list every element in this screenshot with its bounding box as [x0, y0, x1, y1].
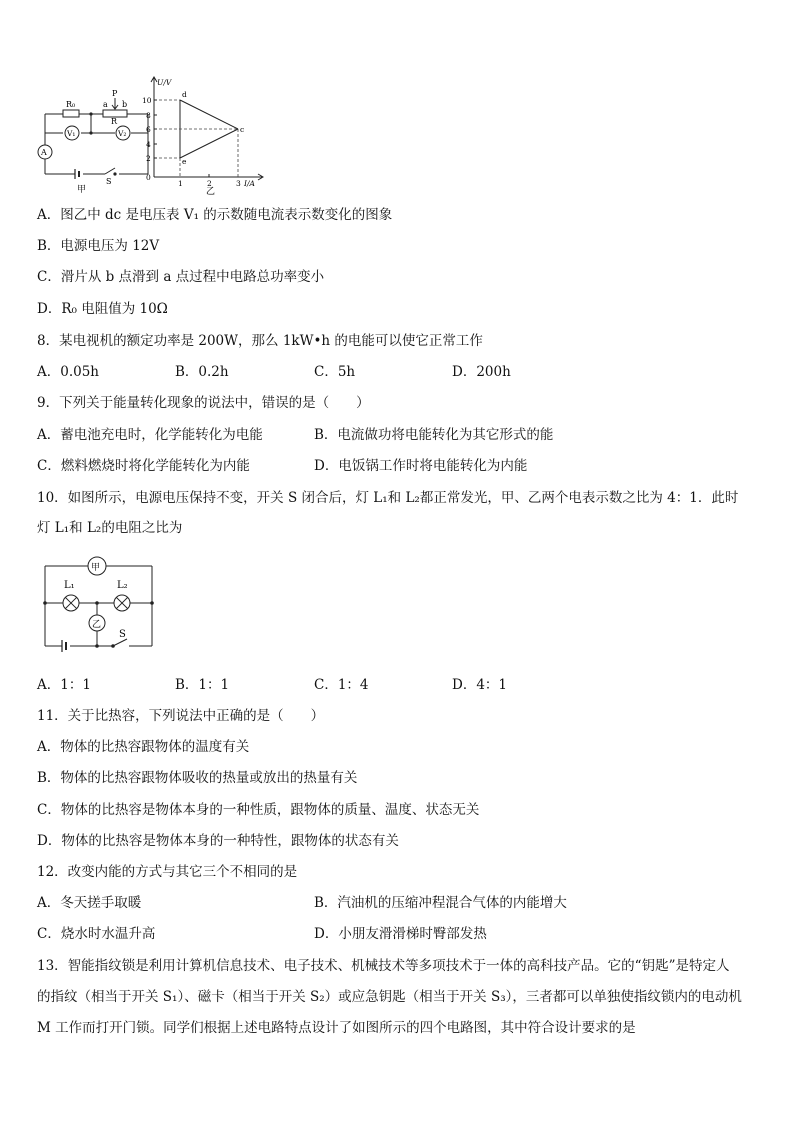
q11-option-a: A．物体的比热容跟物体的温度有关 [37, 739, 250, 755]
fig10-jia: 甲 [91, 563, 101, 573]
fig-yi-ytick-2: 2 [146, 154, 151, 163]
figure-q10-circuit [37, 552, 162, 657]
q10-stem-line2: 灯 L₁和 L₂的电阻之比为 [37, 520, 183, 536]
figure-jia-circuit [35, 84, 155, 194]
q7-option-c: C．滑片从 b 点滑到 a 点过程中电路总功率变小 [37, 269, 325, 285]
q12-option-c: C．烧水时水温升高 [37, 926, 156, 942]
q8-stem: 8．某电视机的额定功率是 200W，那么 1kW•h 的电能可以使它正常工作 [37, 333, 483, 349]
q10-stem-line1: 10．如图所示，电源电压保持不变，开关 S 闭合后，灯 L₁和 L₂都正常发光，甲、乙两个电表示数之比为 4：1．此时 [37, 490, 739, 506]
q11-option-b: B．物体的比热容跟物体吸收的热量或放出的热量有关 [37, 770, 358, 786]
fig-yi-ytick-4: 4 [146, 140, 151, 149]
fig-yi-xtick-1: 1 [178, 179, 183, 188]
q8-option-c: C．5h [314, 364, 356, 380]
q10-option-a: A．1：1 [37, 677, 91, 693]
fig-yi-xtick-2: 2 [207, 179, 212, 188]
q10-option-b: B．1：1 [175, 677, 230, 693]
fig-jia-s: S [106, 177, 112, 186]
fig-yi-caption: 乙 [206, 187, 216, 196]
q8-option-b: B．0.2h [175, 364, 229, 380]
fig-yi-point-e: e [182, 157, 187, 166]
fig-yi-point-d: d [182, 90, 187, 99]
fig-yi-point-c: c [240, 125, 245, 134]
q9-option-c: C．燃料燃烧时将化学能转化为内能 [37, 458, 250, 474]
fig-jia-caption: 甲 [77, 185, 87, 194]
q10-option-c: C．1：4 [314, 677, 369, 693]
fig10-s: S [119, 629, 126, 640]
fig-jia-ammeter: A [41, 148, 47, 157]
q9-option-d: D．电饭锅工作时将电能转化为内能 [314, 458, 528, 474]
fig-yi-ylabel: U/V [157, 78, 172, 87]
q12-option-d: D．小朋友滑滑梯时臀部发热 [314, 926, 487, 942]
figure-yi-graph [140, 72, 270, 196]
q7-option-a: A．图乙中 dc 是电压表 V₁ 的示数随电流表示数变化的图象 [37, 207, 393, 223]
q9-option-b: B．电流做功将电能转化为其它形式的能 [314, 427, 554, 443]
fig-jia-a: a [103, 100, 108, 109]
q11-option-d: D．物体的比热容是物体本身的一种特性，跟物体的状态有关 [37, 833, 399, 849]
q11-option-c: C．物体的比热容是物体本身的一种性质，跟物体的质量、温度、状态无关 [37, 802, 480, 818]
q8-option-a: A．0.05h [37, 364, 100, 380]
fig-jia-p: P [112, 89, 118, 98]
q7-option-d: D．R₀ 电阻值为 10Ω [37, 301, 168, 317]
fig10-l2: L₂ [117, 580, 128, 591]
fig-jia-b: b [122, 100, 128, 109]
q12-stem: 12．改变内能的方式与其它三个不相同的是 [37, 864, 298, 880]
fig10-yi: 乙 [92, 620, 102, 630]
fig-jia-r0: R₀ [66, 100, 76, 109]
q8-option-d: D．200h [452, 364, 511, 380]
fig-yi-xlabel: I/A [244, 179, 255, 188]
fig-jia-v1: V₁ [67, 129, 76, 138]
fig-jia-r: R [111, 117, 118, 126]
fig-jia-v2: V₂ [118, 129, 127, 138]
q13-stem-line3: M 工作而打开门锁。同学们根据上述电路特点设计了如图所示的四个电路图，其中符合设计要求的是 [37, 1020, 636, 1036]
q13-stem-line2: 的指纹（相当于开关 S₁）、磁卡（相当于开关 S₂）或应急钥匙（相当于开关 S₃），三者都可以单独使指纹锁内的电动机 [37, 989, 742, 1005]
q10-option-d: D．4：1 [452, 677, 508, 693]
fig-yi-ytick-0: 0 [146, 173, 151, 182]
q13-stem-line1: 13．智能指纹锁是利用计算机信息技术、电子技术、机械技术等多项技术于一体的高科技产品。它的“钥匙”是特定人 [37, 958, 730, 974]
q7-option-b: B．电源电压为 12V [37, 238, 160, 254]
fig-yi-ytick-8: 8 [146, 111, 151, 120]
q11-stem: 11．关于比热容，下列说法中正确的是（ ） [37, 708, 325, 724]
q9-stem: 9．下列关于能量转化现象的说法中，错误的是（ ） [37, 395, 370, 411]
q9-option-a: A．蓄电池充电时，化学能转化为电能 [37, 427, 263, 443]
q12-option-a: A．冬天搓手取暖 [37, 895, 142, 911]
fig-yi-ytick-10: 10 [142, 96, 152, 105]
fig-yi-xtick-3: 3 [236, 179, 241, 188]
q12-option-b: B．汽油机的压缩冲程混合气体的内能增大 [314, 895, 567, 911]
fig-yi-ytick-6: 6 [146, 125, 151, 134]
fig10-l1: L₁ [64, 580, 75, 591]
